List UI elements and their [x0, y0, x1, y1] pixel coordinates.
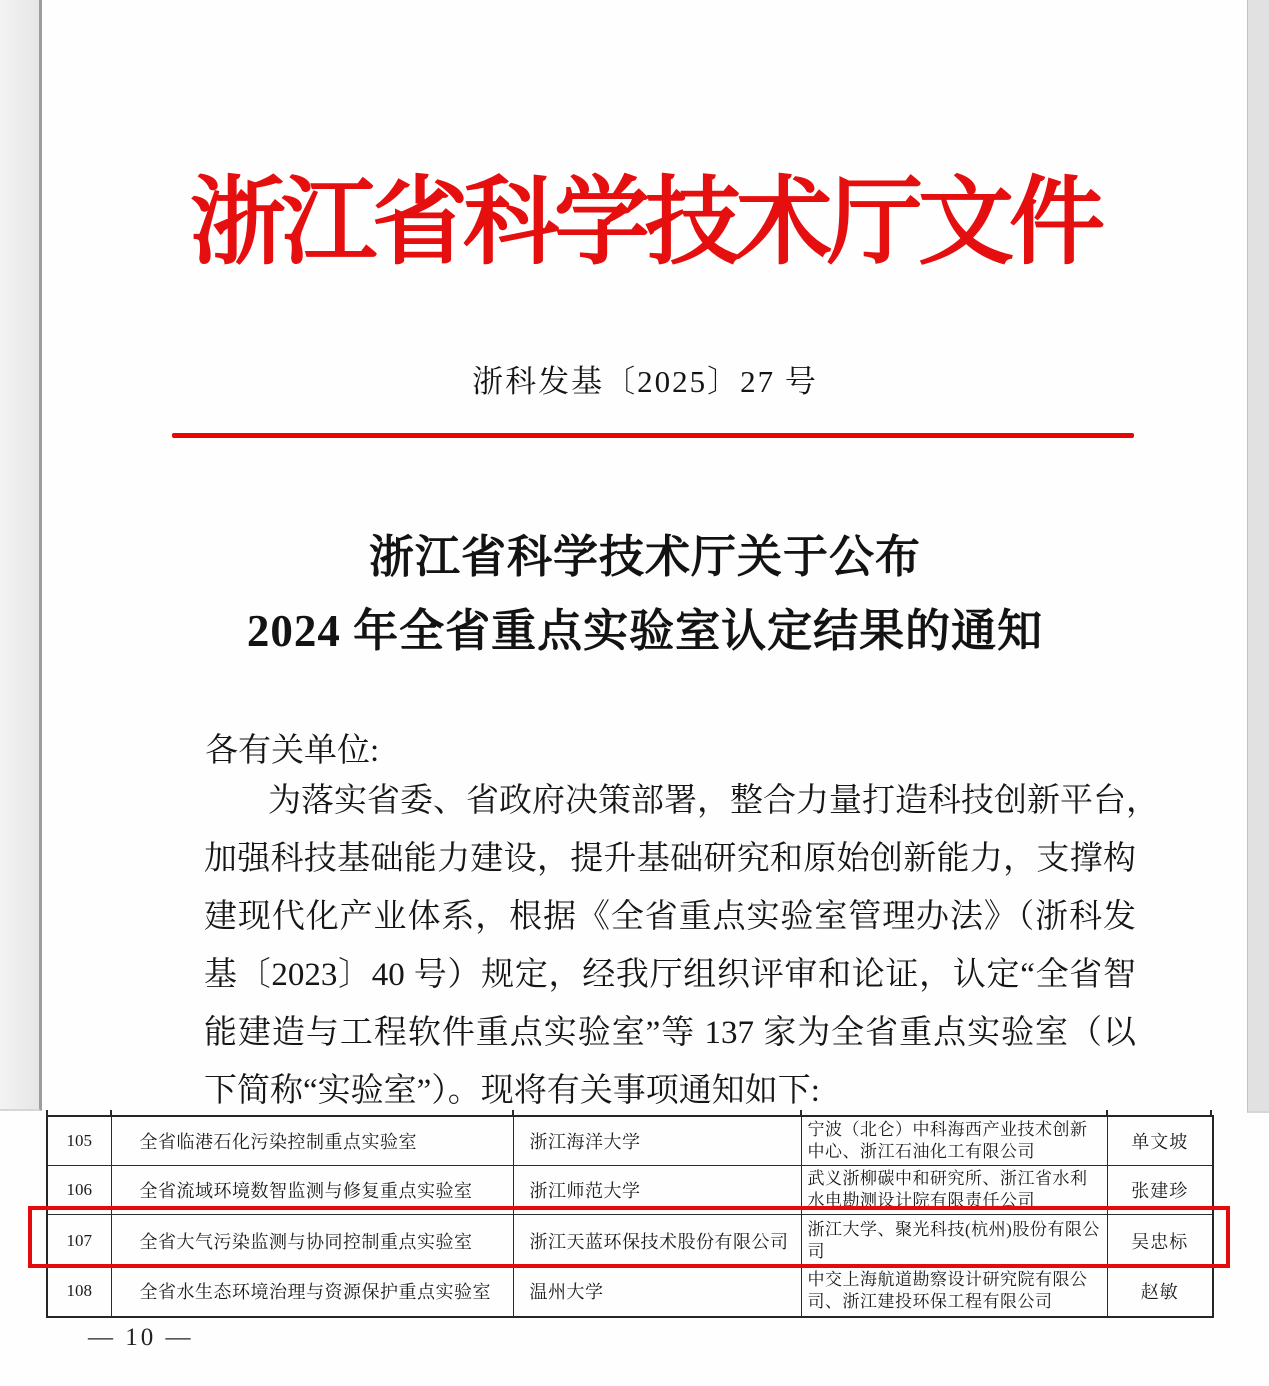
body-line: 能建造与工程软件重点实验室”等 137 家为全省重点实验室（以	[204, 1015, 1136, 1051]
notice-title-line2: 2024 年全省重点实验室认定结果的通知	[246, 606, 1044, 656]
director-cell: 吴忠标	[1107, 1215, 1213, 1267]
row-number-cell: 105	[47, 1116, 111, 1166]
scan-margin-left	[0, 0, 42, 1111]
body-line: 建现代化产业体系，根据《全省重点实验室管理办法》（浙科发	[204, 899, 1136, 935]
notice-title-line1: 浙江省科学技术厅关于公布	[368, 532, 921, 582]
lab-name-cell: 全省大气污染监测与协同控制重点实验室	[111, 1215, 513, 1267]
body-line: 为落实省委、省政府决策部署，整合力量打造科技创新平台，	[268, 783, 1159, 819]
host-institution-cell: 温州大学	[513, 1267, 801, 1317]
document-number: 浙科发基〔2025〕27 号	[472, 364, 818, 399]
letterhead-separator-rule	[172, 433, 1134, 438]
scan-margin-right	[1247, 0, 1269, 1113]
table-row-108	[47, 1267, 1213, 1317]
lab-name-cell: 全省临港石化污染控制重点实验室	[111, 1116, 513, 1166]
page-number: — 10 —	[88, 1324, 194, 1351]
row-107-red-highlight-box	[28, 1206, 1230, 1268]
lab-name-cell: 全省流域环境数智监测与修复重点实验室	[111, 1166, 513, 1215]
lab-name-cell: 全省水生态环境治理与资源保护重点实验室	[111, 1267, 513, 1317]
host-institution-cell: 浙江天蓝环保技术股份有限公司	[513, 1215, 801, 1267]
partner-orgs-cell: 中交上海航道勘察设计研究院有限公司、浙江建投环保工程有限公司	[801, 1267, 1107, 1317]
partner-orgs-cell: 浙江大学、聚光科技(杭州)股份有限公司	[801, 1215, 1107, 1267]
body-paragraph	[204, 772, 1159, 1120]
row-number-cell: 107	[47, 1215, 111, 1267]
letterhead-title: 浙江省科学技术厅文件	[190, 169, 1100, 276]
row-number-cell: 108	[47, 1267, 111, 1317]
salutation: 各有关单位:	[205, 733, 380, 769]
table-row-105	[47, 1116, 1213, 1166]
director-cell: 单文坡	[1107, 1116, 1213, 1166]
body-line: 下简称“实验室”）。现将有关事项通知如下:	[204, 1073, 820, 1109]
director-cell: 赵敏	[1107, 1267, 1213, 1317]
row-number-cell: 106	[47, 1166, 111, 1215]
host-institution-cell: 浙江海洋大学	[513, 1116, 801, 1166]
partner-orgs-cell: 武义浙柳碳中和研究所、浙江省水利水电勘测设计院有限责任公司	[801, 1166, 1107, 1215]
host-institution-cell: 浙江师范大学	[513, 1166, 801, 1215]
body-line: 基〔2023〕40 号）规定，经我厅组织评审和论证，认定“全省智	[204, 957, 1136, 993]
director-cell: 张建珍	[1107, 1166, 1213, 1215]
body-line: 加强科技基础能力建设，提升基础研究和原始创新能力，支撑构	[204, 841, 1136, 877]
partner-orgs-cell: 宁波（北仑）中科海西产业技术创新中心、浙江石油化工有限公司	[801, 1116, 1107, 1166]
